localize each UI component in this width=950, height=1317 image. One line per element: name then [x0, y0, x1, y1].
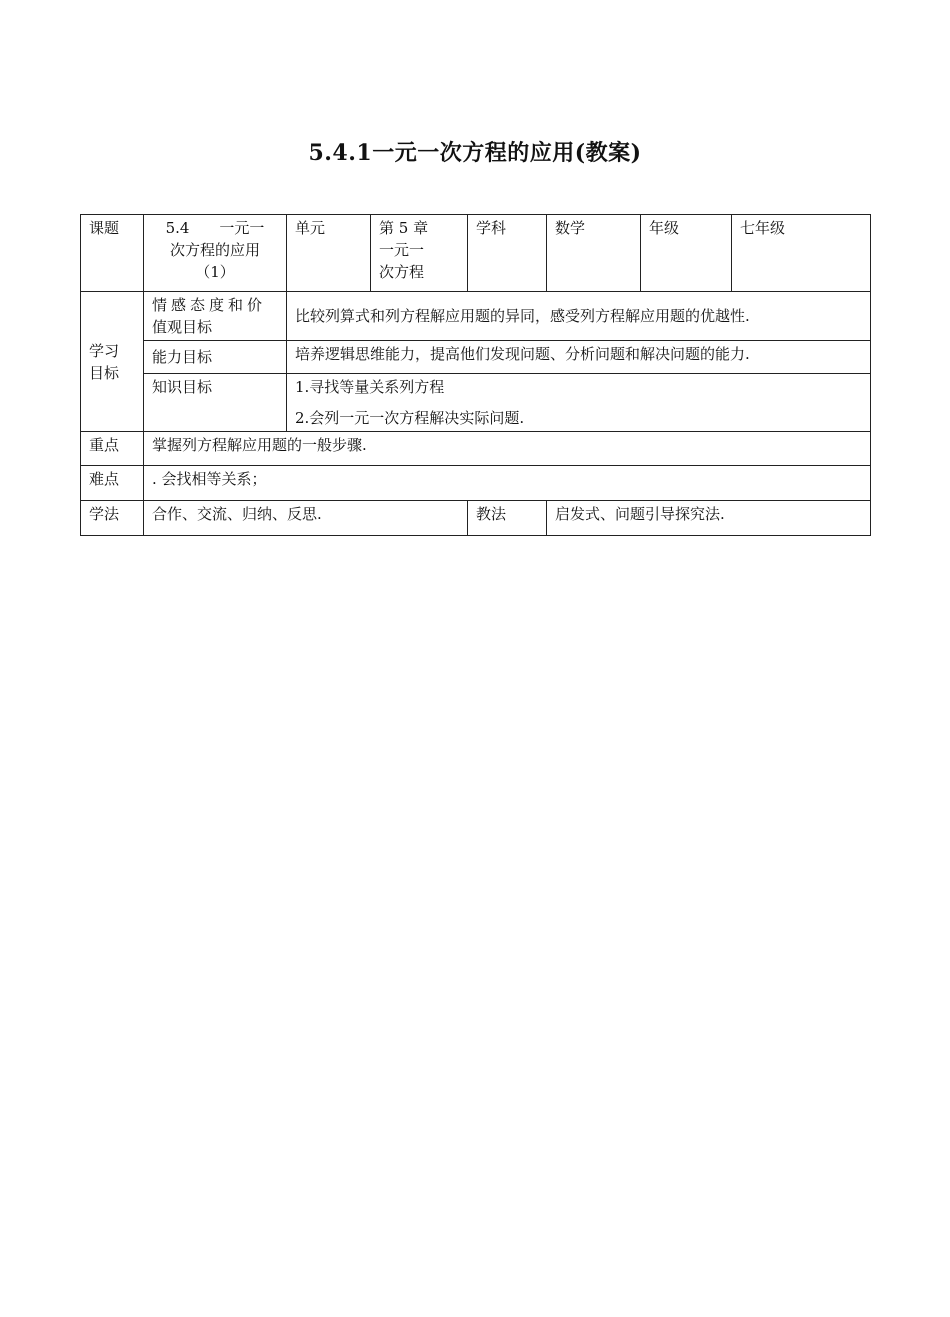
objective-row [81, 292, 871, 341]
methods-row [81, 501, 871, 536]
grade-label-cell [641, 215, 732, 292]
topic-label-cell [81, 215, 144, 292]
subject-value-cell [547, 215, 641, 292]
grade-value-cell [732, 215, 871, 292]
key-point-label-cell [81, 432, 144, 466]
topic-label: 课题 [89, 219, 120, 237]
topic-value-line: 5.4 一元一 [165, 219, 265, 237]
teaching-method-value-cell [547, 501, 871, 536]
unit-value-line: 第 5 章 一元一 [379, 219, 459, 259]
objective-row [81, 374, 871, 432]
objective-content-cell [287, 374, 871, 432]
subject-value: 数学 [555, 219, 586, 237]
objective-content: 比较列算式和列方程解应用题的异同，感受列方程解应用题的优越性. [295, 307, 750, 325]
teaching-method-label-cell [468, 501, 547, 536]
difficulty-label-cell [81, 466, 144, 501]
difficulty-row [81, 466, 871, 501]
objective-content-cell [287, 341, 871, 374]
objectives-label-line: 目标 [89, 363, 120, 382]
lesson-plan-table [80, 214, 871, 536]
teaching-method-value: 启发式、问题引导探究法. [555, 505, 725, 523]
grade-label: 年级 [649, 219, 680, 237]
unit-value-cell [371, 215, 468, 292]
difficulty-label: 难点 [89, 470, 120, 488]
teaching-method-label: 教法 [476, 505, 507, 523]
grade-value: 七年级 [740, 219, 786, 237]
learning-method-value: 合作、交流、归纳、反思. [152, 505, 322, 523]
learning-method-value-cell [144, 501, 468, 536]
difficulty-value-cell [144, 466, 871, 501]
learning-method-label-cell [81, 501, 144, 536]
topic-value-line: 次方程的应用 [169, 241, 260, 259]
objective-name-line: 情感态度和价 [152, 296, 267, 314]
objective-name-cell [144, 374, 287, 432]
header-row [81, 215, 871, 292]
key-point-value: 掌握列方程解应用题的一般步骤. [152, 436, 367, 454]
key-point-label: 重点 [89, 436, 120, 454]
objective-name: 能力目标 [152, 348, 213, 366]
objectives-label-line: 学习 [89, 341, 120, 360]
objective-content-line: 2.会列一元一次方程解决实际问题. [295, 409, 525, 427]
objective-content-line: 1.寻找等量关系列方程 [295, 378, 445, 396]
learning-method-label: 学法 [89, 505, 120, 523]
difficulty-value: . 会找相等关系； [152, 470, 267, 488]
objective-content-cell [287, 292, 871, 341]
objective-name-cell [144, 341, 287, 374]
unit-label: 单元 [295, 219, 326, 237]
subject-label-cell [468, 215, 547, 292]
objective-name: 知识目标 [152, 378, 213, 396]
unit-value-line: 次方程 [379, 263, 425, 281]
page-title: 5.4.1一元一次方程的应用(教案) [308, 140, 642, 166]
key-point-row [81, 432, 871, 466]
key-point-value-cell [144, 432, 871, 466]
objective-name-cell [144, 292, 287, 341]
topic-value-cell [144, 215, 287, 292]
objective-name-line: 值观目标 [152, 318, 213, 336]
unit-label-cell [287, 215, 371, 292]
objective-content: 培养逻辑思维能力，提高他们发现问题、分析问题和解决问题的能力. [295, 345, 750, 363]
objective-row [81, 341, 871, 374]
topic-value-line: （1） [195, 263, 235, 281]
subject-label: 学科 [476, 219, 507, 237]
objectives-label-cell [81, 292, 144, 432]
